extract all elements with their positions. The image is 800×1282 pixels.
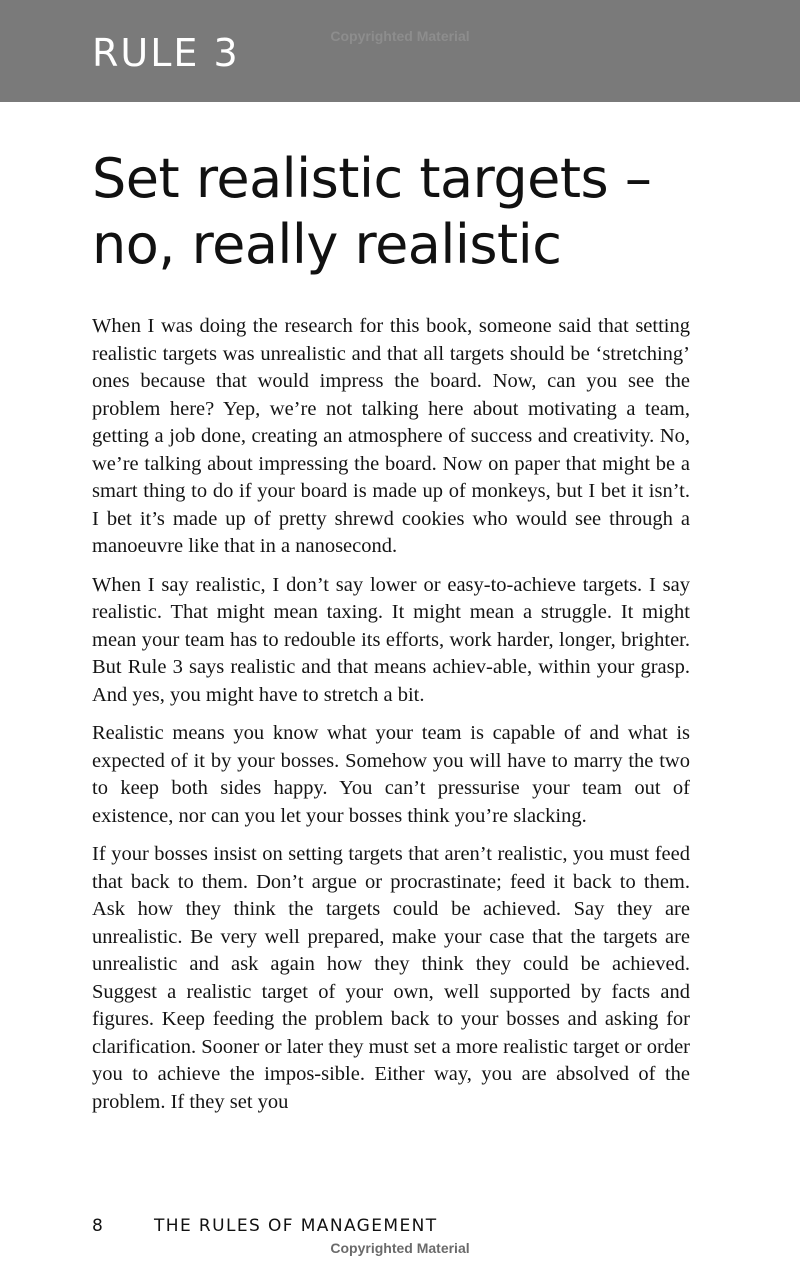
title-line-1: Set realistic targets – (92, 147, 652, 210)
paragraph: Realistic means you know what your team is capable of and what is expected of it by your bosses. Somehow you will have to marry the two to keep both sides happy. You can’t pressurise your team out of existence, nor can you let your bosses think you’re slacking. (92, 722, 690, 827)
title-line-2: no, really realistic (92, 213, 562, 276)
paragraph: If your bosses insist on setting targets that aren’t realistic, you must feed that back to them. Don’t argue or procrastinate; feed it back to them. Ask how they think the targets could be achieved. Say they are unrealistic. Be very well prepared, make your case that the targets are unrealistic and ask again how they think they could be achieved. Suggest a realistic target of your own, well supported by facts and figures. Keep feeding the problem back to your bosses and asking for clarification. Sooner or later they must set a more realistic target or order you to achieve the impos-sible. Either way, you are absolved of the problem. If they set you (92, 843, 690, 1113)
book-title: THE RULES OF MANAGEMENT (154, 1216, 438, 1236)
paragraph: When I was doing the research for this book, someone said that setting realistic targets was unrealistic and that all targets should be ‘stretching’ ones because that would impress the board. Now, can you see the problem here? Yep, we’re not talking here about motivating a team, getting a job done, creating an atmosphere of success and creativity. No, we’re talking about impressing the board. Now on paper that might be a smart thing to do if your board is made up of monkeys, but I bet it isn’t. I bet it’s made up of pretty shrewd cookies who would see through a manoeuvre like that in a nanosecond. (92, 315, 690, 557)
page-number: 8 (92, 1216, 103, 1236)
page-footer (92, 1216, 438, 1236)
watermark-top: Copyrighted Material (330, 28, 470, 44)
rule-label: RULE 3 (92, 31, 240, 75)
paragraph: When I say realistic, I don’t say lower or easy-to-achieve targets. I say realistic. That might mean taxing. It might mean a struggle. It might mean your team has to redouble its efforts, work harder, longer, brighter. But Rule 3 says realistic and that means achiev-able, within your grasp. And yes, you might have to stretch a bit. (92, 573, 690, 706)
header-band (0, 0, 800, 102)
watermark-bottom: Copyrighted Material (330, 1240, 470, 1256)
chapter-title (92, 146, 732, 278)
body-text (92, 313, 690, 1127)
